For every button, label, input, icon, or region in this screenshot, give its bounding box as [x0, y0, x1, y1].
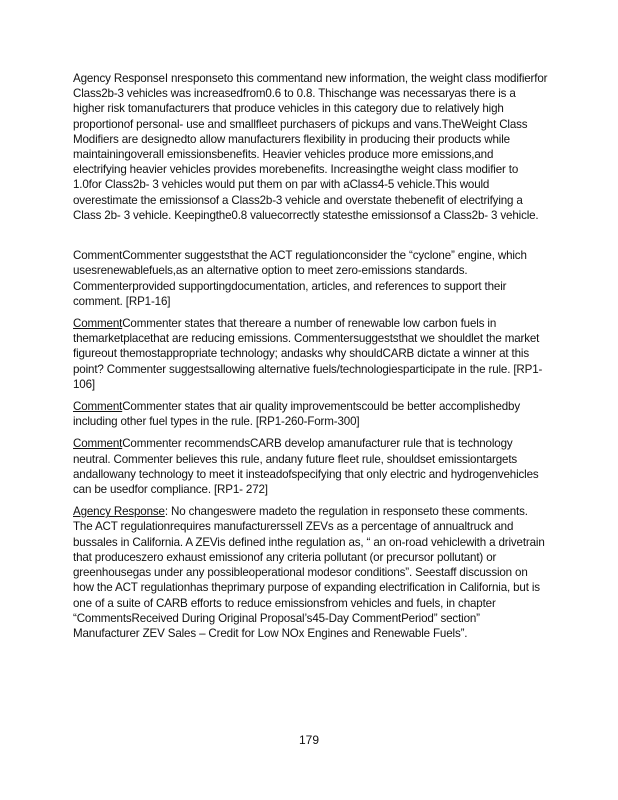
comment-label-4: Comment	[73, 437, 123, 451]
agency-response-text-2: : No changeswere madeto the regulation in responseto these comments. The ACT regulationrequires manufacturerssell ZEVs as a percentage of annualtruck and bussales in California. A ZEVis defined inthe regulation as, “ an on-road vehiclewith a drivetrain that produceszero exhaust emissionof any criteria pollutant (or precursor pollutant) or greenhousegas under any possibleoperational modesor conditions”. Seestaff discussion on how the ACT regulationhas theprimary purpose of expanding electrification in California, but is one of a suite of CARB efforts to reduce emissionsfrom vehicles and fuels, in chapter “CommentsReceived During Original Proposal’s45-Day CommentPeriod” section” Manufacturer ZEV Sales – Credit for Low NOx Engines and Renewable Fuels”.	[73, 505, 545, 640]
agency-response-label-2: Agency Response	[73, 505, 165, 519]
agency-response-label-1: Agency Response	[73, 72, 165, 85]
comment-paragraph-3	[73, 399, 549, 429]
agency-response-paragraph-2	[73, 504, 549, 641]
comment-paragraph-4	[73, 436, 549, 497]
comment-label-1: Comment	[73, 249, 123, 263]
comment-label-2: Comment	[73, 317, 123, 331]
comment-label-3: Comment	[73, 400, 123, 414]
comment-text-2: Commenter states that thereare a number of renewable low carbon fuels in themarketplacethat are reducing emissions. Commentersuggeststhat we shouldlet the market figureout themostappropriate technology; andasks why shouldCARB dictate a winner at this point? Commenter suggestsallowing alternative fuels/technologiesparticipate in the rule. [RP1-106]	[73, 317, 543, 391]
agency-response-text-1: I nresponseto this commentand new information, the weight class modifierfor Class2b-3 vehicles was increasedfrom0.6 to 0.8. Thischange was necessaryas there is a higher risk tomanufacturers that produce vehicles in this category due to relatively high proportionof personal- use and smallfleet purchasers of pickups and vans.TheWeight Class Modifiers are designedto allow manufacturers flexibility in producing their products while maintainingoverall emissionsbenefits. Heavier vehicles produce more emissions,and electrifying heavier vehicles provides morebenefits. Increasingthe weight class modifier to 1.0for Class2b- 3 vehicles would put them on par with aClass4-5 vehicle.This would overestimate the emissionsof a Class2b-3 vehicle and overstate thebenefit of electrifying a Class 2b- 3 vehicle. Keepingthe0.8 valuecorrectly statesthe emissionsof a Class2b- 3 vehicle.	[73, 72, 548, 222]
comment-paragraph-1	[73, 248, 549, 309]
document-body	[73, 71, 549, 648]
agency-response-paragraph-1	[73, 71, 549, 223]
comment-text-3: Commenter states that air quality improvementscould be better accomplishedby including other fuel types in the rule. [RP1-260-Form-300]	[73, 400, 520, 429]
comment-text-1: Commenter suggeststhat the ACT regulationconsider the “cyclone” engine, which usesrenewablefuels,as an alternative option to meet zero-emissions standards. Commenterprovided supportingdocumentation, articles, and references to support their comment. [RP1-16]	[73, 249, 527, 308]
comment-text-4: Commenter recommendsCARB develop amanufacturer rule that is technology neutral. Commenter believes this rule, andany future fleet rule, shouldset emissiontargets andallowany technology to meet it insteadofspecifying that only electric and hydrogenvehicles can be usedfor compliance. [RP1- 272]	[73, 437, 539, 497]
page-number: 179	[298, 733, 320, 747]
comment-paragraph-2	[73, 316, 549, 392]
